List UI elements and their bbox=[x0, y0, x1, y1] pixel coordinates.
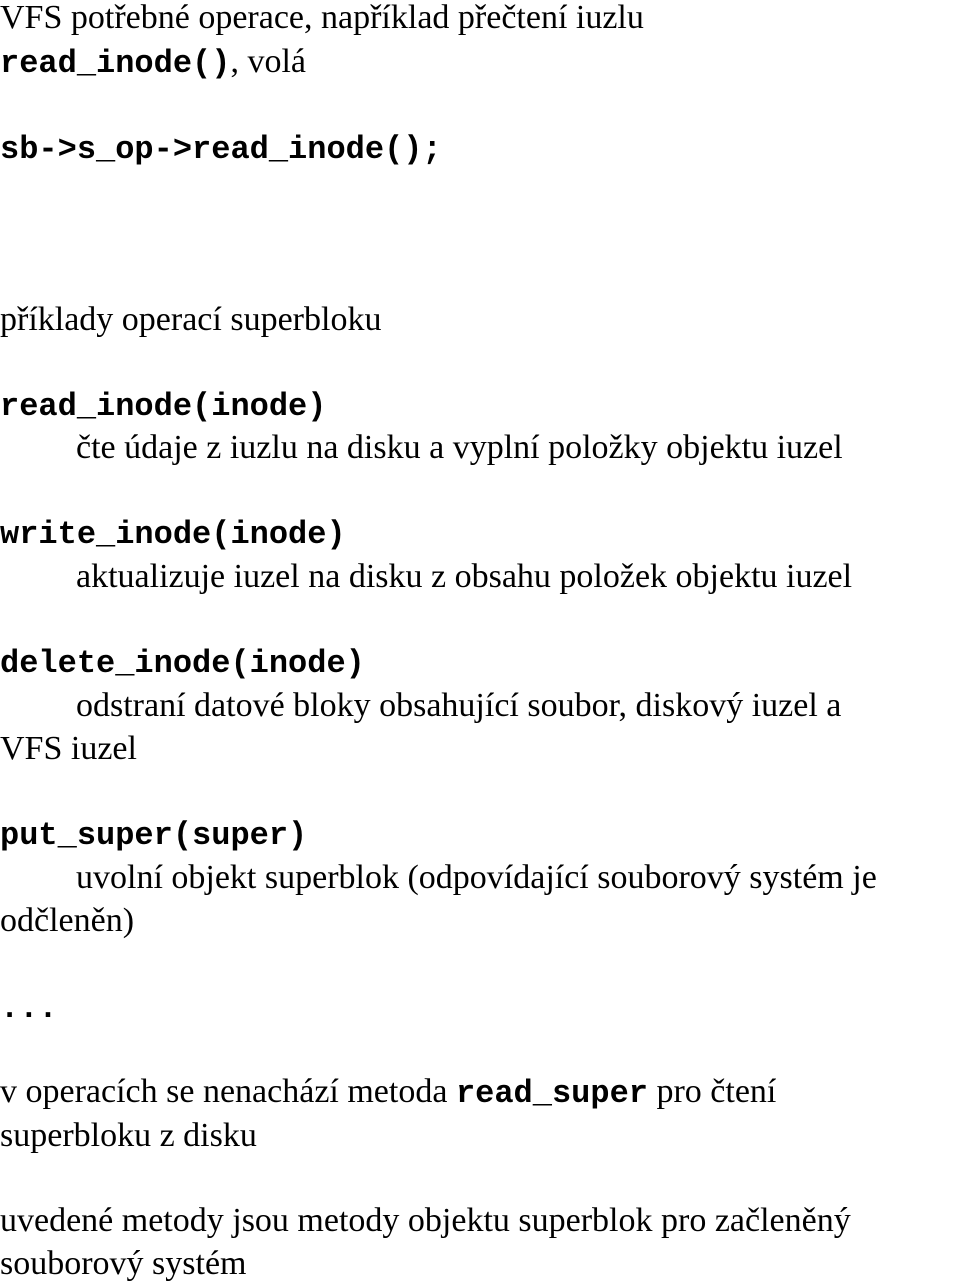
operation-signature: read_inode(inode) bbox=[0, 388, 327, 425]
intro-suffix: , volá bbox=[230, 43, 306, 80]
note-methods-line bbox=[0, 1199, 851, 1243]
intro-code: sb->s_op->read_inode(); bbox=[0, 131, 442, 168]
operation-description-continued: VFS iuzel bbox=[0, 730, 137, 767]
note-read-super-cont bbox=[0, 1114, 257, 1158]
operation-description-put-super bbox=[76, 856, 877, 900]
note-methods-cont bbox=[0, 1242, 247, 1286]
operation-description: uvolní objekt superblok (odpovídající souborový systém je bbox=[76, 859, 877, 896]
operation-description-put-super-cont bbox=[0, 899, 134, 943]
intro-call-code: read_inode() bbox=[0, 45, 231, 82]
operation-description: odstraní datové bloky obsahující soubor, diskový iuzel a bbox=[76, 687, 842, 724]
intro-code-line bbox=[0, 126, 442, 172]
operation-signature: put_super(super) bbox=[0, 817, 308, 854]
note-read-super-cont-text: superbloku z disku bbox=[0, 1117, 257, 1154]
note-methods-cont-text: souborový systém bbox=[0, 1245, 247, 1282]
operation-signature-put-super bbox=[0, 812, 307, 858]
intro-call-line bbox=[0, 40, 306, 86]
operation-description-write-inode bbox=[76, 555, 852, 599]
operation-signature: write_inode(inode) bbox=[0, 516, 346, 553]
operation-description: čte údaje z iuzlu na disku a vyplní položky objektu iuzel bbox=[76, 429, 843, 466]
operation-description-delete-inode bbox=[76, 684, 841, 728]
note-read-super-before: v operacích se nenachází metoda bbox=[0, 1073, 456, 1110]
note-methods-text: uvedené metody jsou metody objektu superblok pro začleněný bbox=[0, 1202, 851, 1239]
intro-line bbox=[0, 0, 644, 40]
examples-heading-text: příklady operací superbloku bbox=[0, 301, 382, 338]
operation-description-read-inode bbox=[76, 426, 843, 470]
operation-signature-read-inode bbox=[0, 383, 326, 429]
note-read-super-code: read_super bbox=[455, 1075, 648, 1112]
ellipsis: ... bbox=[0, 990, 58, 1027]
operation-description-delete-inode-cont bbox=[0, 727, 137, 771]
note-read-super-after: pro čtení bbox=[647, 1073, 777, 1110]
operation-signature-delete-inode bbox=[0, 640, 365, 686]
note-read-super-line bbox=[0, 1070, 776, 1116]
operation-description: aktualizuje iuzel na disku z obsahu položek objektu iuzel bbox=[76, 558, 853, 595]
ellipsis-line bbox=[0, 985, 58, 1031]
operation-signature: delete_inode(inode) bbox=[0, 645, 365, 682]
intro-text: VFS potřebné operace, například přečtení iuzlu bbox=[0, 0, 644, 36]
operation-description-continued: odčleněn) bbox=[0, 902, 135, 939]
operation-signature-write-inode bbox=[0, 511, 346, 557]
examples-heading bbox=[0, 298, 381, 342]
